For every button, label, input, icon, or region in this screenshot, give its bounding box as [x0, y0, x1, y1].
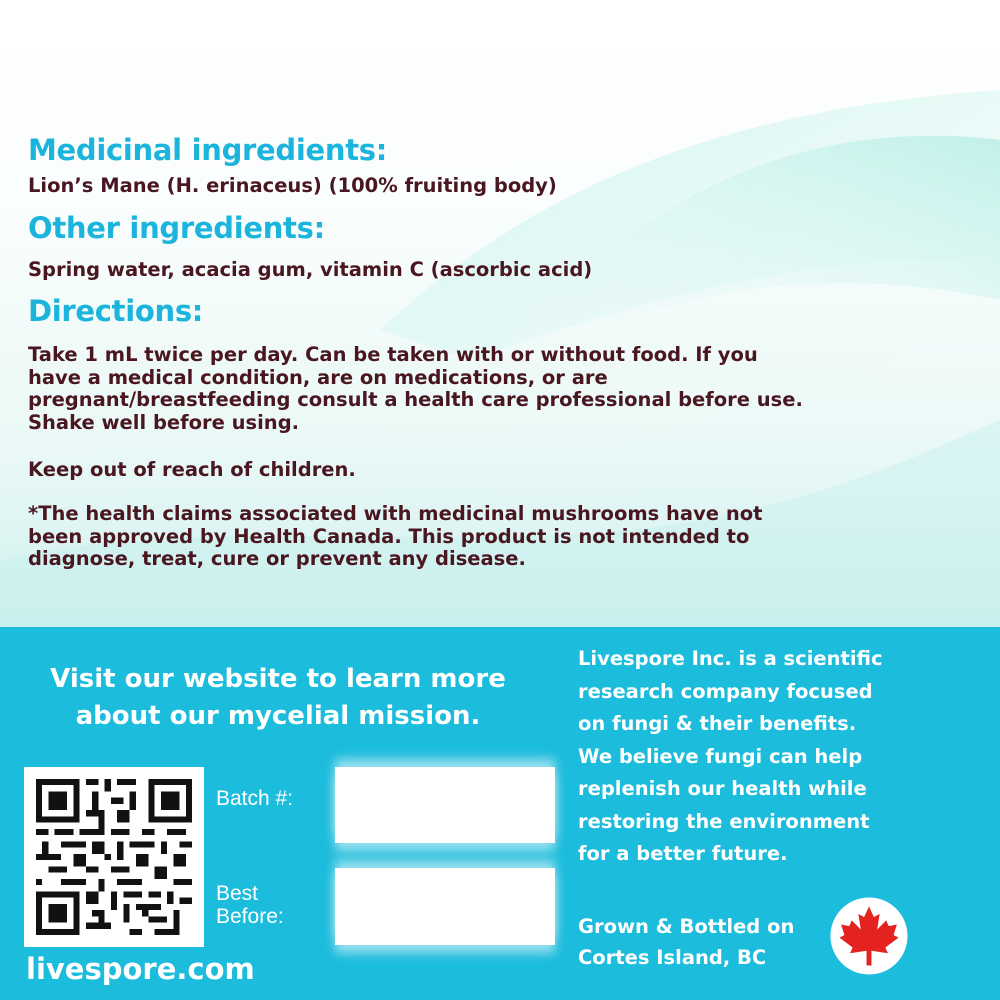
about-line: We believe fungi can help — [578, 744, 863, 768]
about-line: on fungi & their benefits. — [578, 712, 857, 735]
visit-website-text — [18, 661, 538, 735]
directions-heading: Directions: — [28, 294, 204, 328]
children-warning: Keep out of reach of children. — [28, 458, 356, 481]
disclaimer-line: been approved by Health Canada. This product is not intended to — [28, 524, 750, 548]
directions-line: Take 1 mL twice per day. Can be taken with or without food. If you — [28, 343, 758, 366]
visit-line: about our mycelial mission. — [75, 701, 481, 731]
best-before-line: Before: — [216, 905, 284, 928]
directions-text — [28, 344, 988, 434]
best-before-line: Best — [216, 882, 259, 905]
website-link[interactable]: livespore.com — [26, 952, 255, 986]
best-before-field[interactable] — [335, 868, 555, 945]
about-line: replenish our health while — [578, 777, 867, 800]
directions-line: pregnant/breastfeeding consult a health care professional before use. — [28, 388, 803, 411]
canada-maple-leaf-icon — [828, 895, 910, 977]
visit-line: Visit our website to learn more — [50, 664, 506, 694]
about-line: Livespore Inc. is a scientific — [578, 647, 883, 670]
batch-number-field[interactable] — [335, 767, 555, 843]
medicinal-ingredients-text: Lion’s Mane (H. erinaceus) (100% fruiting body) — [28, 174, 557, 197]
grown-bottled-text — [578, 911, 838, 973]
directions-line: Shake well before using. — [28, 410, 300, 434]
qr-code-icon — [36, 779, 192, 935]
health-disclaimer — [28, 503, 988, 571]
batch-label: Batch #: — [216, 787, 294, 810]
about-line: for a better future. — [578, 842, 788, 865]
about-line: research company focused — [578, 679, 873, 703]
other-ingredients-heading: Other ingredients: — [28, 211, 325, 245]
about-line: restoring the environment — [578, 809, 870, 833]
company-about-text — [578, 643, 978, 871]
grown-line: Grown & Bottled on — [578, 915, 795, 938]
directions-line: have a medical condition, are on medications, or are — [28, 365, 608, 389]
grown-line: Cortes Island, BC — [578, 946, 767, 969]
disclaimer-line: *The health claims associated with medicinal mushrooms have not — [28, 502, 763, 525]
disclaimer-line: diagnose, treat, cure or prevent any disease. — [28, 547, 526, 570]
label-footer — [0, 627, 1000, 1000]
medicinal-ingredients-heading: Medicinal ingredients: — [28, 133, 388, 167]
other-ingredients-text: Spring water, acacia gum, vitamin C (ascorbic acid) — [28, 258, 593, 281]
qr-code[interactable] — [24, 767, 204, 947]
best-before-label — [216, 882, 284, 928]
